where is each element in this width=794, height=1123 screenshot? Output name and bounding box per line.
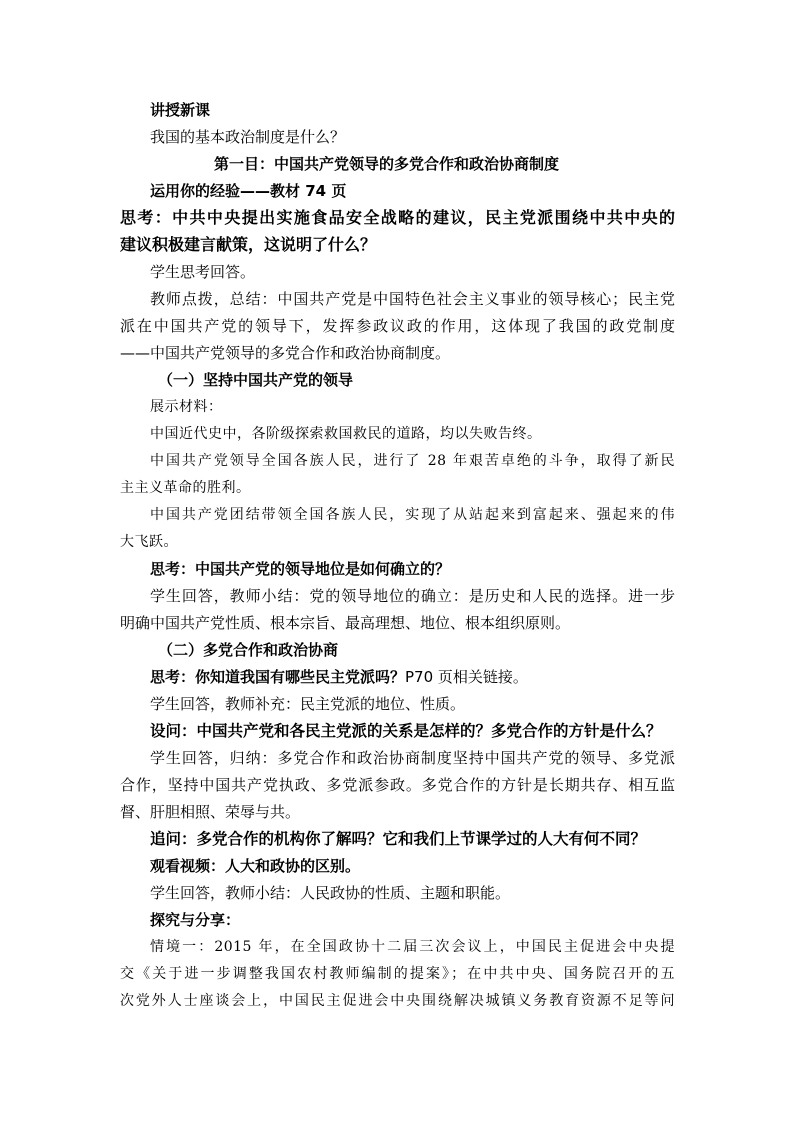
- subsection2-title: （二）多党合作和政治协商: [158, 641, 339, 659]
- think1-line2: 建议积极建言献策，这说明了什么？: [120, 235, 377, 254]
- answer4-line3: 督、肝胆相照、荣辱与共。: [120, 803, 301, 821]
- material-2-line2: 主主义革命的胜利。: [120, 480, 251, 496]
- material-2-line1: 中国共产党领导全国各族人民，进行了 28 年艰苦卓绝的斗争，取得了新民: [150, 453, 675, 469]
- use-experience: 运用你的经验——教材 74 页: [150, 182, 347, 200]
- answer3: 学生回答，教师补充：民主党派的地位、性质。: [150, 695, 466, 713]
- think3: [150, 665, 680, 689]
- teacher-summary-line2: 派在中国共产党的领导下，发挥参政议政的作用，这体现了我国的政党制度: [120, 317, 675, 335]
- teacher-summary-line1: 教师点拨，总结：中国共产党是中国特色社会主义事业的领导核心；民主党: [150, 290, 675, 308]
- think3-question: 思考：你知道我国有哪些民主党派吗？: [150, 668, 406, 686]
- teacher-summary-line3: ——中国共产党领导的多党合作和政治协商制度。: [120, 344, 451, 362]
- explore-share: 探究与分享：: [150, 911, 241, 929]
- show-material-label: 展示材料：: [150, 399, 223, 415]
- material-1: 中国近代史中，各阶级探索救国救民的道路，均以失败告终。: [150, 426, 542, 442]
- answer4-line1: 学生回答，归纳：多党合作和政治协商制度坚持中国共产党的领导、多党派: [150, 749, 675, 767]
- watch-video: 观看视频：人大和政协的区别。: [150, 857, 361, 875]
- think2: 思考：中国共产党的领导地位是如何确立的？: [150, 560, 451, 578]
- ask1: 设问：中国共产党和各民主党派的关系是怎样的？多党合作的方针是什么？: [150, 722, 662, 740]
- question-basic-system: 我国的基本政治制度是什么？: [150, 128, 346, 146]
- answer4-line2: 合作，坚持中国共产党执政、多党派参政。多党合作的方针是长期共存、相互监: [120, 776, 675, 794]
- think3-reference: P70 页相关链接。: [405, 668, 528, 686]
- student-think-answer: 学生思考回答。: [150, 263, 256, 281]
- heading-new-lesson: 讲授新课: [150, 101, 211, 119]
- think1-line1: 思考：中共中央提出实施食品安全战略的建议，民主党派围绕中共中央的: [120, 208, 675, 227]
- material-3-line2: 大飞跃。: [120, 534, 178, 550]
- answer5: 学生回答，教师小结：人民政协的性质、主题和职能。: [150, 884, 511, 902]
- scenario1-line3: 次党外人士座谈会上，中国民主促进会中央围绕解决城镇义务教育资源不足等问: [120, 993, 675, 1009]
- section-title: 第一目：中国共产党领导的多党合作和政治协商制度: [214, 155, 560, 173]
- subsection1-title: （一）坚持中国共产党的领导: [158, 371, 354, 389]
- answer2-line2: 明确中国共产党性质、根本宗旨、最高理想、地位、根本组织原则。: [120, 614, 571, 632]
- scenario1-line2: 交《关于进一步调整我国农村教师编制的提案》；在中共中央、国务院召开的五: [120, 966, 675, 982]
- answer2-line1: 学生回答，教师小结：党的领导地位的确立：是历史和人民的选择。进一步: [150, 587, 675, 605]
- followup-question: 追问：多党合作的机构你了解吗？它和我们上节课学过的人大有何不同？: [150, 830, 647, 848]
- scenario1-line1: 情境一：2015 年，在全国政协十二届三次会议上，中国民主促进会中央提: [150, 939, 675, 955]
- material-3-line1: 中国共产党团结带领全国各族人民，实现了从站起来到富起来、强起来的伟: [150, 507, 675, 523]
